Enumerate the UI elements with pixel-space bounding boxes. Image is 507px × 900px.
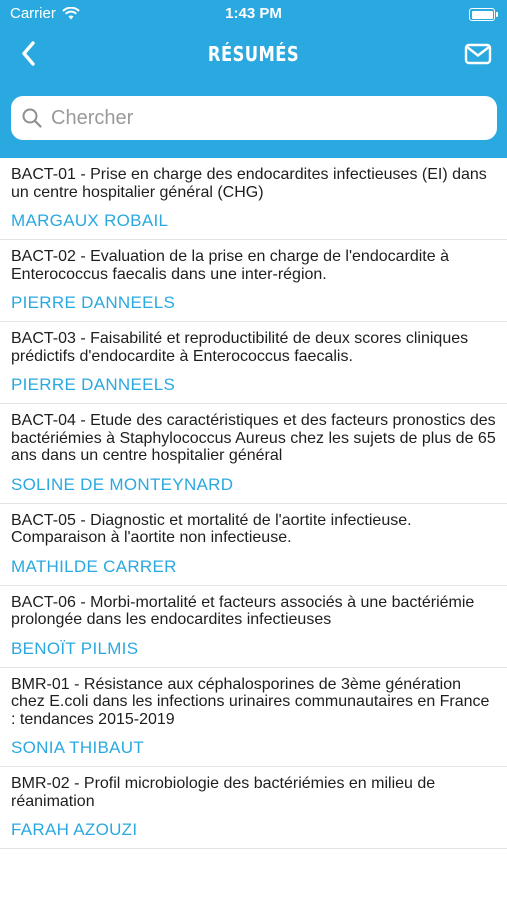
- search-icon: [21, 107, 43, 129]
- item-author: MARGAUX ROBAIL: [11, 211, 169, 230]
- list-item[interactable]: [0, 586, 507, 668]
- status-bar: [0, 0, 507, 30]
- page-title: RÉSUMÉS: [207, 42, 300, 66]
- list-item[interactable]: [0, 767, 507, 849]
- header: [0, 0, 507, 158]
- battery-icon: [469, 8, 495, 21]
- search-input[interactable]: [49, 106, 473, 131]
- list-item[interactable]: [0, 322, 507, 404]
- search-bar[interactable]: [11, 96, 497, 140]
- mail-button[interactable]: [463, 40, 493, 68]
- item-author: FARAH AZOUZI: [11, 820, 138, 839]
- item-title: BMR-02 - Profil microbiologie des bactériémies en milieu de réanimation: [11, 775, 436, 810]
- item-title: BACT-02 - Evaluation de la prise en charge de l'endocardite à Enterococcus faecalis dans une inter-région.: [11, 248, 449, 283]
- item-author: PIERRE DANNEELS: [11, 375, 176, 394]
- item-title: BACT-01 - Prise en charge des endocardites infectieuses (EI) dans un centre hospitalier général (CHG): [11, 166, 487, 201]
- item-author: PIERRE DANNEELS: [11, 293, 176, 312]
- item-title: BACT-03 - Faisabilité et reproductibilité de deux scores cliniques prédictifs d'endocardite à Enterococcus faecalis.: [11, 330, 469, 365]
- carrier-label: Carrier: [10, 5, 56, 22]
- item-title: BACT-05 - Diagnostic et mortalité de l'aortite infectieuse. Comparaison à l'aortite non infectieuse.: [11, 511, 412, 546]
- list-item[interactable]: [0, 504, 507, 586]
- abstract-list: [0, 158, 507, 849]
- chevron-left-icon: [14, 38, 46, 70]
- item-author: BENOÏT PILMIS: [11, 638, 139, 658]
- item-title: BMR-01 - Résistance aux céphalosporines de 3ème génération chez E.coli dans les infections urinaires communautaires en France : tendances 2015-2019: [11, 675, 490, 728]
- nav-bar: [0, 30, 507, 80]
- status-time: 1:43 PM: [225, 5, 282, 22]
- list-item[interactable]: [0, 240, 507, 322]
- list-item[interactable]: [0, 668, 507, 768]
- item-title: BACT-06 - Morbi-mortalité et facteurs associés à une bactériémie prolongée dans les endocardites infectieuses: [11, 593, 475, 628]
- item-author: SOLINE DE MONTEYNARD: [11, 474, 234, 494]
- item-author: MATHILDE CARRER: [11, 556, 177, 576]
- item-author: SONIA THIBAUT: [11, 738, 145, 757]
- mail-icon: [463, 40, 493, 68]
- item-title: BACT-04 - Etude des caractéristiques et des facteurs pronostics des bactériémies à Staphylococcus Aureus chez les sujets de plus de 65 ans dans un centre hospitalier général: [11, 412, 496, 464]
- list-item[interactable]: [0, 404, 507, 504]
- back-button[interactable]: [14, 38, 46, 70]
- list-item[interactable]: [0, 158, 507, 240]
